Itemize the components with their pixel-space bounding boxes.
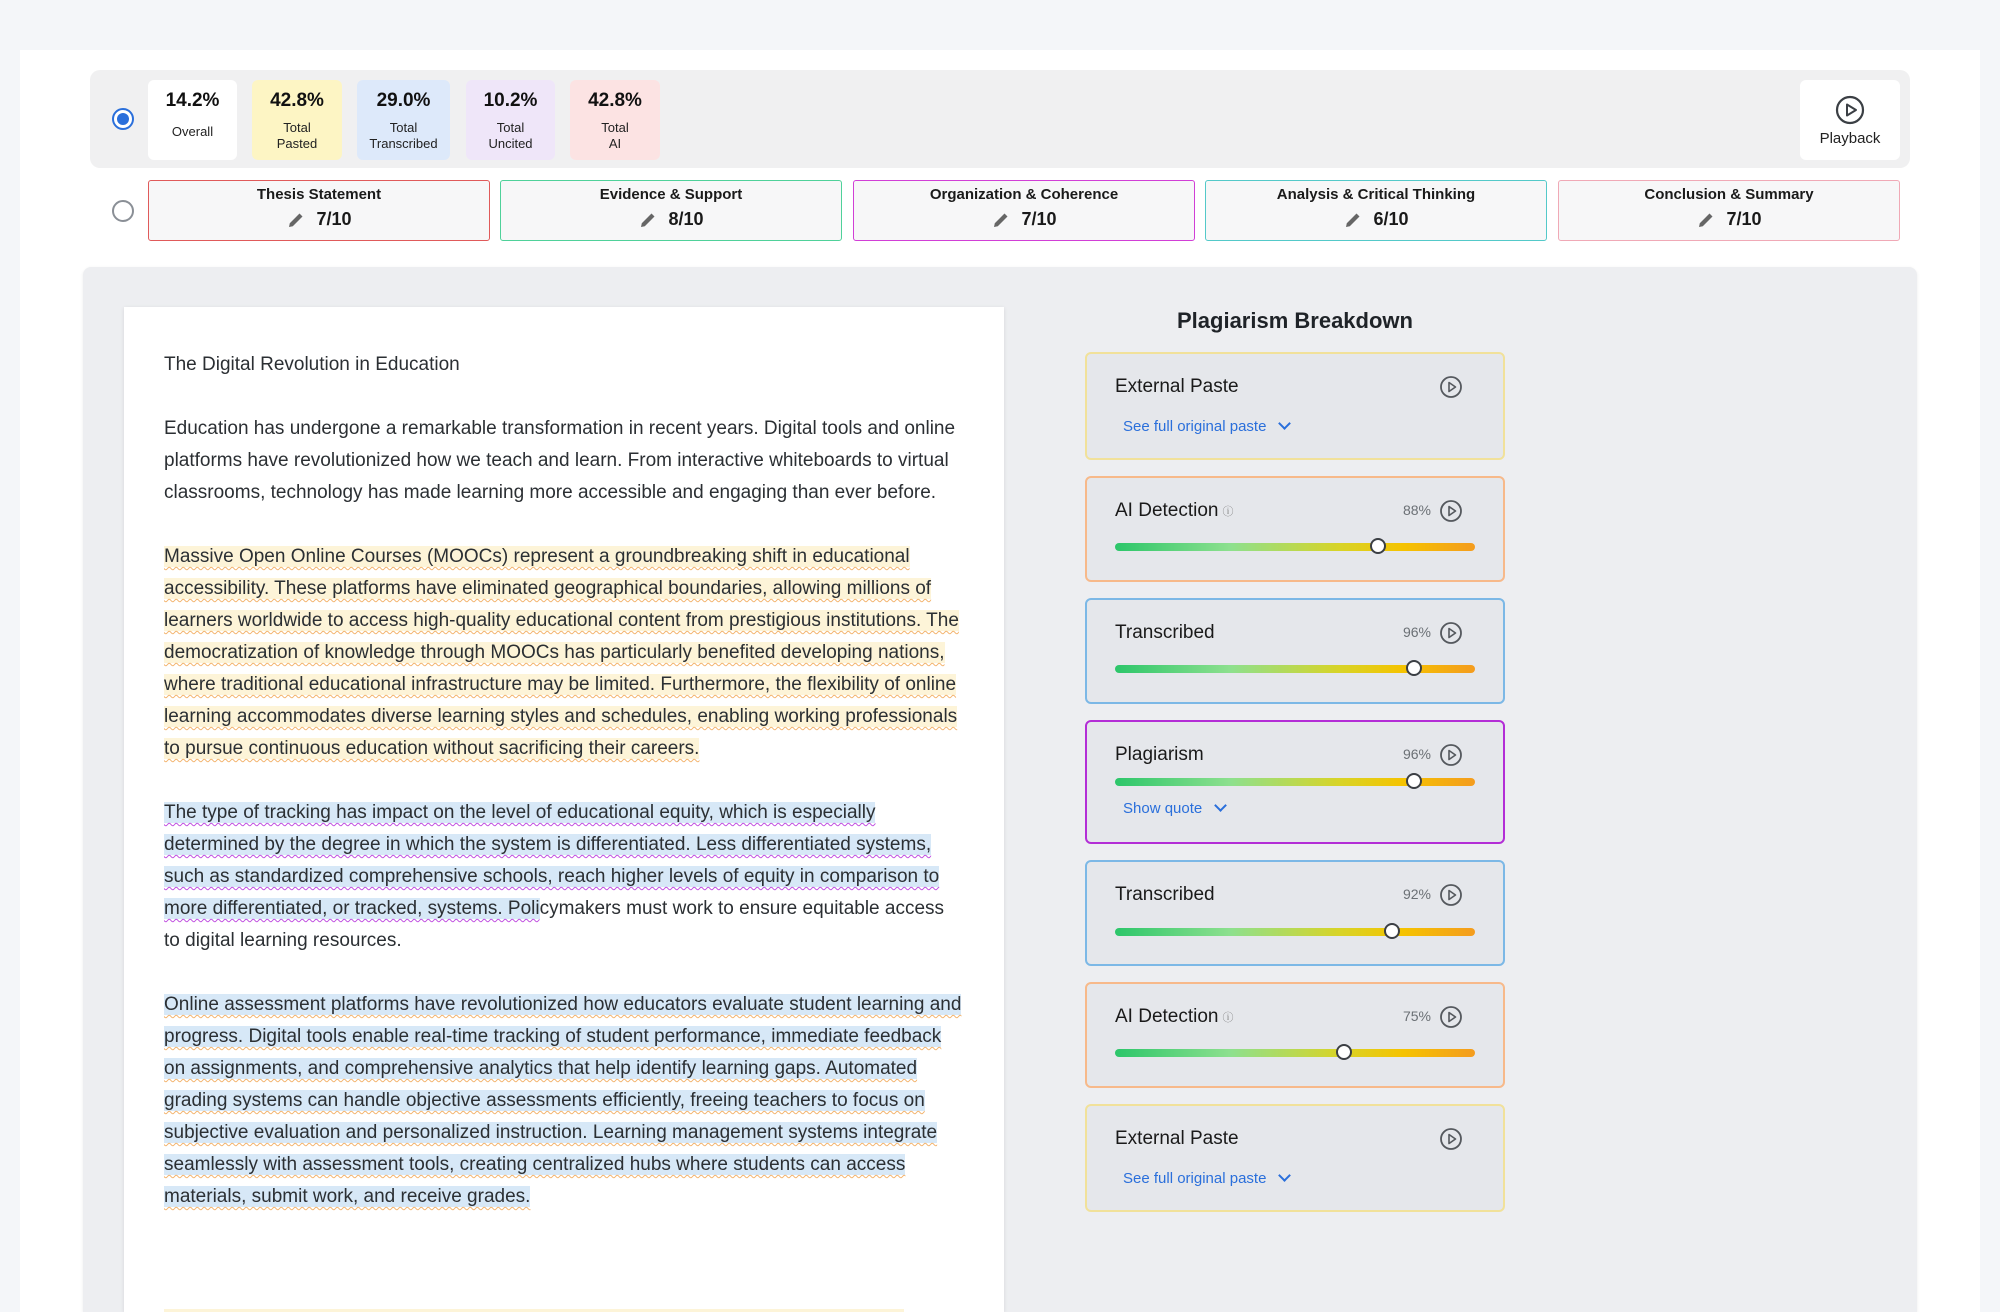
rubric-name: Analysis & Critical Thinking xyxy=(1276,186,1476,203)
stat-overall-value: 14.2% xyxy=(165,90,220,111)
essay-title: The Digital Revolution in Education xyxy=(164,354,460,375)
info-icon[interactable]: ⓘ xyxy=(1222,505,1234,518)
breakdown-title: Plagiarism Breakdown xyxy=(1177,308,1413,333)
stat-total-ai xyxy=(570,80,660,160)
rubric-score: 7/10 xyxy=(316,209,352,229)
card-percentage: 96% xyxy=(1402,624,1431,640)
plagiarism-highlight[interactable]: The type of tracking has impact on the level of educational equity, which is especially determined by the degree in which the system is differentiated. Less differentiated systems, such as standardized comprehensive schools, reach higher levels of equity in comparison to more differentiated, or tracked, systems. Poli xyxy=(164,802,940,919)
stat-transcribed-value: 29.0% xyxy=(376,90,431,111)
rubric-score: 6/10 xyxy=(1373,209,1409,229)
stat-uncited-label: Total Uncited xyxy=(488,120,533,151)
stat-overall xyxy=(148,80,237,160)
stat-ai-label: Total AI xyxy=(601,120,629,151)
breakdown-card-ai-detection[interactable] xyxy=(1085,476,1505,582)
card-title: AI Detection ⓘ xyxy=(1115,1006,1234,1027)
stats-view-radio[interactable] xyxy=(112,108,134,130)
breakdown-card-external-paste[interactable] xyxy=(1085,1104,1505,1212)
stat-total-pasted xyxy=(252,80,342,160)
score-slider-track xyxy=(1115,665,1475,673)
rubric-name: Evidence & Support xyxy=(599,186,743,203)
card-percentage: 75% xyxy=(1402,1008,1431,1024)
rubric-view-radio[interactable] xyxy=(112,200,134,222)
card-title: AI Detection ⓘ xyxy=(1115,500,1234,521)
stat-pasted-label: Total Pasted xyxy=(276,120,318,151)
rubric-name: Thesis Statement xyxy=(256,186,382,203)
see-original-paste-link[interactable]: See full original paste xyxy=(1123,1170,1289,1187)
playback-label: Playback xyxy=(1819,130,1881,147)
rubric-card-organization[interactable] xyxy=(853,180,1195,241)
stat-overall-label: Overall xyxy=(171,124,214,139)
card-percentage: 92% xyxy=(1402,886,1431,902)
score-slider-thumb[interactable] xyxy=(1406,773,1422,789)
essay-paragraph-plagiarized xyxy=(164,797,964,957)
rubric-card-thesis[interactable] xyxy=(148,180,490,241)
score-slider-thumb[interactable] xyxy=(1336,1044,1352,1060)
rubric-name: Organization & Coherence xyxy=(929,186,1119,203)
chevron-down-icon xyxy=(1279,417,1292,430)
pasted-highlight[interactable]: Massive Open Online Courses (MOOCs) represent a groundbreaking shift in educational accessibility. These platforms have eliminated geographical boundaries, allowing millions of learners worldwide to access high-quality educational content from prestigious institutions. The democratization of knowledge through MOOCs has particularly benefited developing nations, where traditional educational infrastructure may be limited. Furthermore, the flexibility of online learning accommodates diverse learning styles and schedules, enabling working professionals to pursue continuous education without sacrificing their careers. xyxy=(164,546,959,759)
pencil-icon[interactable] xyxy=(1696,210,1716,230)
card-title: External Paste xyxy=(1115,376,1239,397)
see-original-paste-link[interactable]: See full original paste xyxy=(1123,418,1289,435)
play-circle-icon[interactable] xyxy=(1439,1005,1463,1029)
pencil-icon[interactable] xyxy=(286,210,306,230)
card-title: Transcribed xyxy=(1115,884,1215,905)
breakdown-card-plagiarism[interactable] xyxy=(1085,720,1505,844)
play-circle-icon[interactable] xyxy=(1439,743,1463,767)
play-circle-icon[interactable] xyxy=(1439,1127,1463,1151)
playback-button[interactable] xyxy=(1800,80,1900,160)
score-slider-thumb[interactable] xyxy=(1370,538,1386,554)
play-circle-icon xyxy=(1834,94,1866,126)
breakdown-card-external-paste[interactable] xyxy=(1085,352,1505,460)
breakdown-card-transcribed[interactable] xyxy=(1085,860,1505,966)
play-circle-icon[interactable] xyxy=(1439,499,1463,523)
rubric-card-evidence[interactable] xyxy=(500,180,842,241)
card-title: Plagiarism xyxy=(1115,744,1204,765)
show-quote-link[interactable]: Show quote xyxy=(1123,800,1225,817)
play-circle-icon[interactable] xyxy=(1439,375,1463,399)
score-slider-track xyxy=(1115,543,1475,551)
chevron-down-icon xyxy=(1214,799,1227,812)
rubric-card-conclusion[interactable] xyxy=(1558,180,1900,241)
card-title: External Paste xyxy=(1115,1128,1239,1149)
stat-pasted-value: 42.8% xyxy=(270,90,324,111)
essay-document xyxy=(124,307,1004,1312)
info-icon[interactable]: ⓘ xyxy=(1222,1011,1234,1024)
stat-total-transcribed xyxy=(357,80,450,160)
score-slider-track xyxy=(1115,928,1475,936)
rubric-card-analysis[interactable] xyxy=(1205,180,1547,241)
card-percentage: 96% xyxy=(1402,746,1431,762)
pencil-icon[interactable] xyxy=(991,210,1011,230)
stat-total-uncited xyxy=(466,80,555,160)
play-circle-icon[interactable] xyxy=(1439,883,1463,907)
chevron-down-icon xyxy=(1279,1169,1292,1182)
breakdown-card-transcribed[interactable] xyxy=(1085,598,1505,704)
stat-transcribed-label: Total Transcribed xyxy=(369,120,438,151)
transcribed-highlight[interactable]: Online assessment platforms have revolutionized how educators evaluate student learning and progress. Digital tools enable real-time tracking of student performance, immediate feedback on assignments, and comprehensive analytics that help identify learning gaps. Automated grading systems can handle objective assessments efficiently, freeing teachers to focus on subjective evaluation and personalized instruction. Learning management systems integrate seamlessly with assessment tools, creating centralized hubs where students can access materials, submit work, and receive grades. xyxy=(164,994,962,1207)
pencil-icon[interactable] xyxy=(1343,210,1363,230)
rubric-score: 7/10 xyxy=(1726,209,1762,229)
rubric-score: 8/10 xyxy=(668,209,704,229)
stat-ai-value: 42.8% xyxy=(588,90,642,111)
essay-paragraph-pasted xyxy=(164,541,964,765)
play-circle-icon[interactable] xyxy=(1439,621,1463,645)
score-slider-thumb[interactable] xyxy=(1406,660,1422,676)
breakdown-card-ai-detection[interactable] xyxy=(1085,982,1505,1088)
rubric-name: Conclusion & Summary xyxy=(1644,186,1814,203)
card-percentage: 88% xyxy=(1402,502,1431,518)
stat-uncited-value: 10.2% xyxy=(483,90,538,111)
score-slider-thumb[interactable] xyxy=(1384,923,1400,939)
score-slider-track xyxy=(1115,1049,1475,1057)
plain-text: cymakers must work to ensure equitable access to digital learning resources. xyxy=(164,898,945,951)
score-slider-track xyxy=(1115,778,1475,786)
pencil-icon[interactable] xyxy=(638,210,658,230)
essay-paragraph: Education has undergone a remarkable transformation in recent years. Digital tools and online platforms have revolutionized how we teach and learn. From interactive whiteboards to virtual classrooms, technology has made learning more accessible and engaging than ever before. xyxy=(164,418,956,503)
essay-paragraph-transcribed xyxy=(164,989,964,1213)
card-title: Transcribed xyxy=(1115,622,1215,643)
rubric-score: 7/10 xyxy=(1021,209,1057,229)
